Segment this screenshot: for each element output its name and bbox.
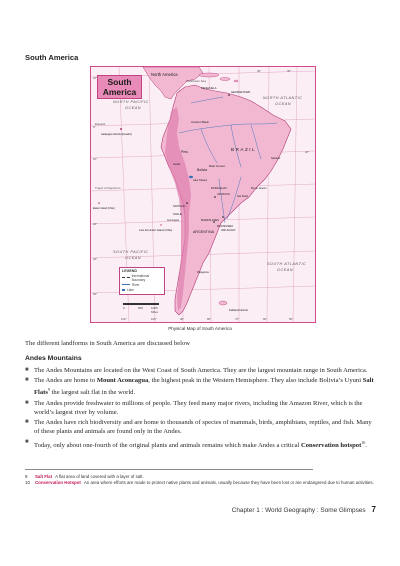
footnote-text: A flat area of land covered with a layer of salt. [55,474,144,479]
legend-item-lake [122,288,162,292]
lat-20s: 20° [305,150,310,154]
footnote-ref-10[interactable]: 10 [361,439,366,445]
page-number: 7 [371,505,376,514]
bullet-text: The Andes provide freshwater to millions of people. They feed many major rivers, including the Amazon River, which is the world’s largest river by volume. [34,399,363,416]
lon-80: 80° [207,317,212,321]
term-mount-aconcagua: Mount Aconcagua [96,377,149,385]
list-item [25,438,377,450]
chapter-title: Chapter 1 : World Geography : Some Glimpses [231,507,366,514]
label-south-atlantic: SOUTH ATLANTIC [267,262,307,266]
intro-paragraph: The different landforms in South America are discussed below [25,340,191,347]
lake-swatch [122,289,125,291]
label-georgetown: GEORGETOWN [231,91,251,94]
scale-bar [123,303,159,305]
label-falkland: Falkland Islands [229,309,248,312]
lat-40s: 40° [93,257,98,261]
label-venezuela: VENEZUELA [201,87,217,90]
map-title [97,75,142,99]
lon-50: 50° [289,317,294,321]
lon-40: 40° [257,69,262,73]
label-galapagos: Galapagos Islands (Ecuador) [101,133,132,136]
lon-60: 60° [263,317,268,321]
section-title: South America [25,53,79,62]
map-legend [119,267,165,295]
label-ocean-2: OCEAN [275,102,292,106]
map-title-line1: South [107,77,132,87]
lat-30s: 30° [93,222,98,226]
label-salvador: Salvador [271,157,281,160]
label-equator: Equator [95,122,106,126]
label-easter: Easter Island (Chile) [93,207,115,210]
list-item [25,418,377,436]
legend-label: River [132,283,140,287]
lake-titicaca-mark [189,176,193,178]
bullet-text: , the highest peak in the Western Hemisphere. They also include Bolivia’s Uyuni [148,377,363,385]
lat-10n: 10° [93,76,98,80]
bullet-icon: ■ [25,438,29,445]
label-paraguay: PARAGUAY [211,186,228,190]
bullet-text: The Andes Mountains are located on the West Coast of South America. They are the largest mountain range in South America. [34,367,368,374]
lon-30: 30° [287,69,292,73]
term-conservation-hotspot: Conservation hotspot [301,441,362,449]
bullet-text: the largest salt flat in the world. [49,389,136,397]
bullet-icon: ■ [25,367,29,373]
label-lake-titicaca: Lake Titicaca [193,179,207,182]
scale-label-500: 500 [138,306,144,310]
label-uruguay: URUGUAY [221,228,236,232]
label-bolivia: Bolivia [197,168,207,172]
lat-0: 0° [93,125,96,129]
label-buenos-aires: BUENOS AIRES [201,219,219,222]
map-caption: Physical Map of South America [168,326,232,331]
footnote-number: 10 [25,480,30,485]
label-caribbean-sea: Caribbean Sea [186,79,207,83]
scale-label-1000: 1000 Miles [151,306,159,314]
bullet-text: The Andes are home to [34,377,97,385]
legend-item-boundary [122,274,162,282]
label-rio: Rio de Janeiro [251,187,267,190]
legend-item-river [122,283,162,287]
label-north-atlantic: NORTH ATLANTIC [263,96,303,100]
bullet-text: . [365,441,367,449]
label-north-america: North America [151,72,178,77]
legend-title: LEGEND [122,269,137,273]
lon-70: 70° [235,317,240,321]
map-scale [123,303,163,312]
label-santiago: SANTIAGO [173,205,186,208]
map-title-line2: America [102,87,137,97]
label-mato-grosso: Mato Grosso [209,164,226,168]
bullet-icon: ■ [25,419,29,426]
label-aconcagua: Aconcagua [167,219,179,222]
bullet-icon: ■ [25,377,29,384]
legend-label: Lake [127,288,134,292]
bullet-icon: ■ [25,399,29,406]
footnote-term: Conservation Hotspot [35,480,81,485]
river-swatch [122,284,130,286]
label-ocean-4: OCEAN [277,268,294,272]
footnote-divider [25,469,313,470]
label-argentina: ARGENTINA [193,230,214,234]
andes-heading: Andes Mountains [25,355,82,362]
label-sao-paulo: Sao Paulo [237,195,249,198]
lat-10s: 10° [93,157,98,161]
label-asuncion: ASUNCION [217,193,230,196]
label-ocean-1: OCEAN [125,106,142,110]
list-item [25,376,377,398]
term-salt-flats: Salt Flats [34,377,374,397]
physical-map [90,66,316,323]
bullet-text: The Andes have rich biodiversity and are home to thousands of species of mammals, birds, amphibians, reptiles, and fish. Many of these plants and animals are found only in the Andes. [34,419,372,436]
label-andes: Andes [173,163,181,166]
footnotes [25,474,377,486]
bullet-text: Today, only about one-fourth of the original plants and animals remains which make Andes a critical [34,441,301,449]
label-ocean-3: OCEAN [125,256,142,260]
label-chile: CHILE [173,212,182,216]
label-juan-fernandez: Juan Fernandez Islands (Chile) [139,229,173,232]
footnote-text: An area where efforts are made to protect native plants and animals, usually because they have been lost or are endangered due to human activities. [83,480,374,485]
label-south-pacific: SOUTH PACIFIC [113,250,149,254]
page-footer [232,505,376,514]
andes-bullet-list [25,366,377,451]
label-peru: Peru [181,150,189,154]
list-item [25,399,377,417]
label-amazon: Amazon Basin [191,120,210,124]
list-item [25,366,377,375]
label-brazil: BRAZIL [231,147,257,152]
footnote-number: 9 [25,474,28,479]
islands [98,128,162,226]
footnote-term: Salt Flat [35,474,53,479]
label-north-pacific: NORTH PACIFIC [113,100,149,104]
lon-110: 110° [121,317,127,321]
footnote-ref-9[interactable]: 9 [47,387,50,393]
label-montevideo: MONTEVIDEO [217,225,234,228]
label-patagonia: Patagonia [197,271,209,274]
boundary-swatch [122,277,130,279]
scale-label-0: 0 [123,306,125,310]
legend-label: International Boundary [131,274,150,282]
lat-50s: 50° [93,292,98,296]
label-tropic: Tropic of Capricorn [95,186,121,190]
falkland-islands [219,301,227,305]
lon-90: 90° [180,317,185,321]
footnote-10 [25,480,377,486]
lon-100: 100° [151,317,157,321]
